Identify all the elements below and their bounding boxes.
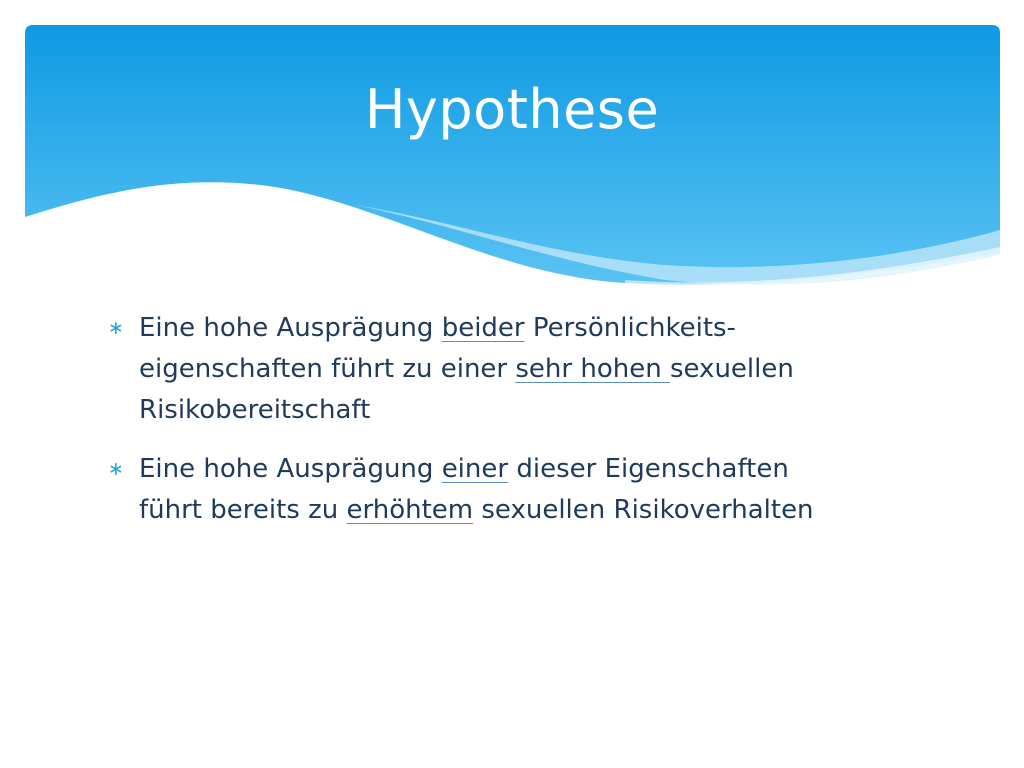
text-segment: Eine hohe Ausprägung xyxy=(139,313,442,343)
asterisk-icon: ∗ xyxy=(108,458,124,480)
underlined-keyword: sehr hohen xyxy=(515,354,670,384)
bullet-item xyxy=(108,449,908,531)
text-segment: Eine hohe Ausprägung xyxy=(139,454,442,484)
bullet-item xyxy=(108,308,908,431)
text-segment: sexuellen xyxy=(669,354,794,384)
text-segment: eigenschaften führt zu einer xyxy=(139,354,516,384)
text-segment: sexuellen Risikoverhalten xyxy=(473,495,814,525)
underlined-keyword: beider xyxy=(441,313,525,343)
text-segment: führt bereits zu xyxy=(139,495,347,525)
underlined-keyword: erhöhtem xyxy=(346,495,474,525)
underlined-keyword: einer xyxy=(441,454,509,484)
text-segment: dieser Eigenschaften xyxy=(508,454,789,484)
slide-title: Hypothese xyxy=(364,78,660,141)
bullet-list xyxy=(108,308,908,531)
bullet-text xyxy=(139,313,794,425)
text-segment: Risikobereitschaft xyxy=(139,395,371,425)
asterisk-icon: ∗ xyxy=(108,317,124,339)
text-segment: Persönlichkeits- xyxy=(524,313,736,343)
bullet-text xyxy=(139,454,814,525)
header-banner xyxy=(25,25,1000,290)
wave-header-graphic xyxy=(25,25,1000,290)
